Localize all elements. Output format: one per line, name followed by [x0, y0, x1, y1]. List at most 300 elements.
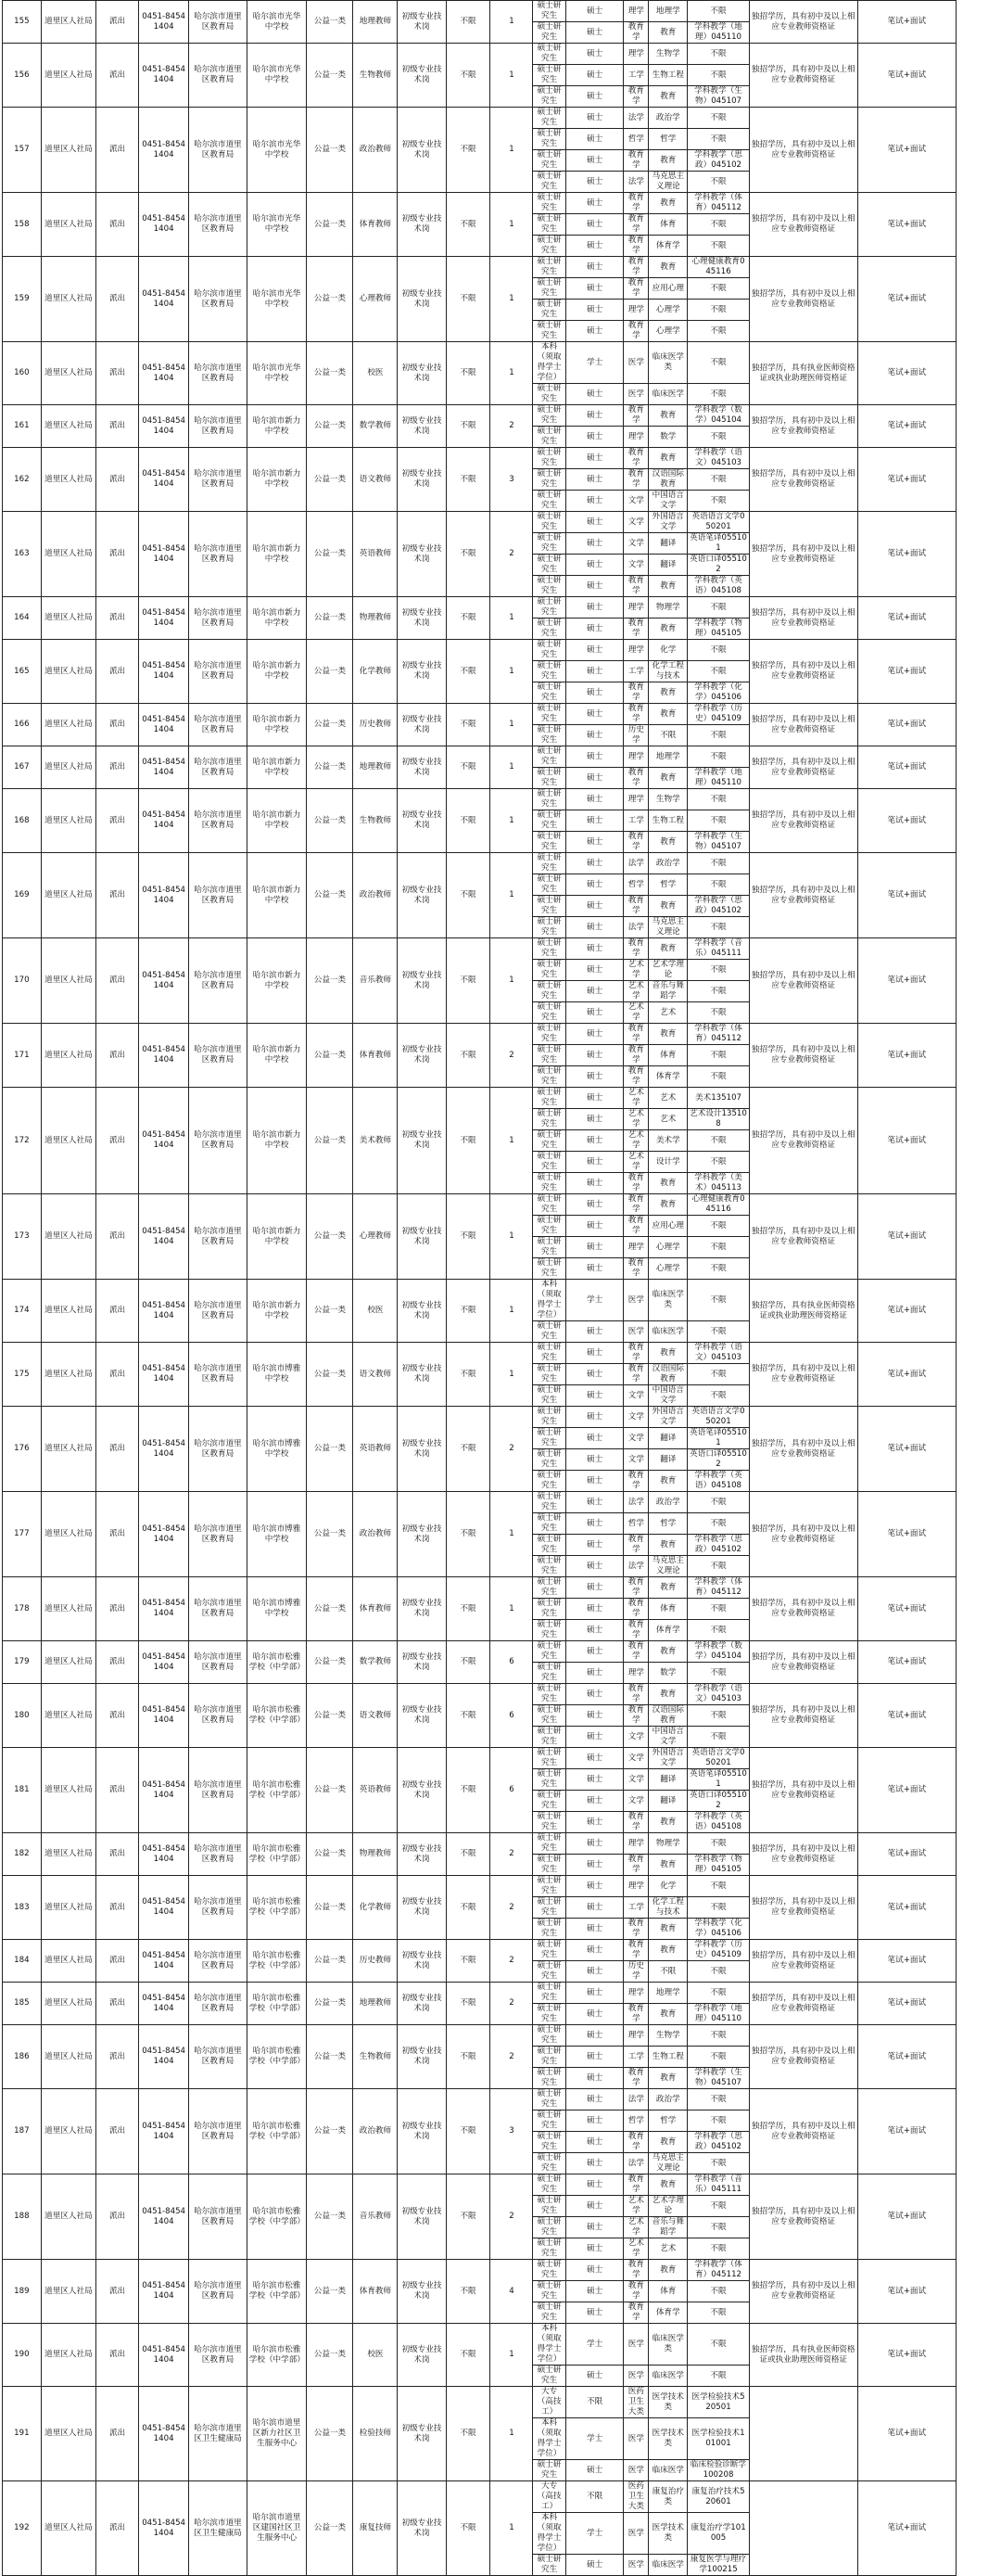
school-cell: 哈尔滨市新力中学校 [247, 405, 307, 448]
row-number: 170 [3, 938, 42, 1024]
major-class-cell: 临床医学类 [649, 1280, 688, 1321]
table-row [3, 789, 999, 810]
major-cell: 不限 [688, 2089, 750, 2111]
major-class-cell: 教育 [649, 193, 688, 214]
row-number: 185 [3, 1983, 42, 2025]
major-cell: 学科教学（音乐）045111 [688, 938, 750, 960]
exam-cell: 笔试+面试 [857, 1, 956, 44]
discipline-cell: 教育学 [624, 469, 649, 491]
discipline-cell: 教育学 [624, 1919, 649, 1940]
dept-cell: 哈尔滨市道里区卫生健康局 [189, 2387, 247, 2481]
discipline-cell: 教育学 [624, 938, 649, 960]
major-cell: 不限 [688, 640, 750, 661]
major-class-cell: 艺术 [649, 1088, 688, 1109]
dept-cell: 哈尔滨市道里区教育局 [189, 1876, 247, 1940]
post-cell: 心理教师 [353, 1194, 398, 1280]
degree-cell: 硕士 [565, 512, 624, 533]
major-class-cell: 教育 [649, 1919, 688, 1940]
major-cell: 不限 [688, 278, 750, 300]
requirement-cell: 独招学历，具有初中及以上相应专业教师资格证 [749, 257, 857, 342]
count-cell: 1 [490, 704, 533, 746]
quota-cell: 不限 [446, 2481, 490, 2576]
degree-cell: 硕士 [565, 2302, 624, 2324]
exam-cell: 笔试+面试 [857, 1088, 956, 1194]
table-row [3, 2260, 999, 2281]
major-cell: 不限 [688, 427, 750, 448]
degree-cell: 硕士 [565, 1833, 624, 1855]
discipline-cell: 教育学 [624, 1364, 649, 1385]
discipline-cell: 法学 [624, 172, 649, 193]
quota-cell: 不限 [446, 2025, 490, 2089]
exam-cell: 笔试+面试 [857, 938, 956, 1024]
school-cell: 哈尔滨市博雅中学校 [247, 1343, 307, 1407]
major-cell: 学科教学（体育）045112 [688, 2260, 750, 2281]
discipline-cell: 艺术学 [624, 2217, 649, 2238]
education-cell: 硕士研究生 [533, 1684, 565, 1705]
table-row [3, 2025, 999, 2047]
degree-cell: 硕士 [565, 2089, 624, 2111]
unit-cell: 道里区人社局 [41, 1876, 95, 1940]
type-cell: 派出 [96, 746, 139, 789]
degree-cell: 硕士 [565, 2281, 624, 2302]
count-cell: 2 [490, 2025, 533, 2089]
post-cell: 数学教师 [353, 405, 398, 448]
requirement-cell: 独招学历，具有初中及以上相应专业教师资格证 [749, 597, 857, 640]
post-type-cell: 初级专业技术岗 [398, 2025, 446, 2089]
requirement-cell: 独招学历，具有初中及以上相应专业教师资格证 [749, 1, 857, 44]
education-cell: 硕士研究生 [533, 512, 565, 533]
discipline-cell: 教育学 [624, 832, 649, 853]
major-cell: 不限 [688, 1961, 750, 1983]
job-table [2, 0, 999, 2576]
dept-cell: 哈尔滨市道里区教育局 [189, 2174, 247, 2260]
phone-cell: 0451-84541404 [139, 2324, 189, 2387]
major-cell: 不限 [688, 1727, 750, 1748]
degree-cell: 硕士 [565, 1577, 624, 1599]
row-number: 172 [3, 1088, 42, 1194]
major-class-cell: 教育 [649, 1173, 688, 1194]
post-cell: 语文教师 [353, 1684, 398, 1748]
education-cell: 硕士研究生 [533, 1535, 565, 1556]
degree-cell: 硕士 [565, 640, 624, 661]
degree-cell: 硕士 [565, 1897, 624, 1919]
education-cell: 硕士研究生 [533, 1, 565, 22]
major-cell: 学科教学（思政）045102 [688, 150, 750, 172]
major-class-cell: 外国语言文学 [649, 1407, 688, 1428]
discipline-cell: 文学 [624, 555, 649, 576]
requirement-cell: 独招学历，具有初中及以上相应专业教师资格证 [749, 2089, 857, 2174]
major-class-cell: 马克思主义理论 [649, 1556, 688, 1577]
discipline-cell: 教育学 [624, 1577, 649, 1599]
major-class-cell: 中国语言文学 [649, 491, 688, 512]
major-class-cell: 临床医学类 [649, 2324, 688, 2366]
count-cell: 1 [490, 2481, 533, 2576]
count-cell: 1 [490, 1492, 533, 1577]
post-cell: 历史教师 [353, 704, 398, 746]
education-cell: 硕士研究生 [533, 448, 565, 469]
row-number: 184 [3, 1940, 42, 1983]
requirement-cell: 独招学历，具有执业医师资格证或执业助理医师资格证 [749, 2324, 857, 2387]
school-cell: 哈尔滨市光华中学校 [247, 44, 307, 108]
major-class-cell: 生物学 [649, 2025, 688, 2047]
major-cell: 英语口译055102 [688, 1791, 750, 1812]
school-cell: 哈尔滨市新力中学校 [247, 1024, 307, 1088]
major-cell: 不限 [688, 960, 750, 981]
exam-cell: 笔试+面试 [857, 1577, 956, 1641]
category-cell: 公益一类 [307, 597, 353, 640]
major-class-cell: 体育学 [649, 236, 688, 257]
school-cell: 哈尔滨市博雅中学校 [247, 1407, 307, 1492]
major-class-cell: 生物工程 [649, 2047, 688, 2068]
unit-cell: 道里区人社局 [41, 2089, 95, 2174]
row-number: 179 [3, 1641, 42, 1684]
exam-cell: 笔试+面试 [857, 2174, 956, 2260]
discipline-cell: 理学 [624, 1876, 649, 1897]
degree-cell: 硕士 [565, 214, 624, 236]
dept-cell: 哈尔滨市道里区教育局 [189, 1940, 247, 1983]
degree-cell: 硕士 [565, 1194, 624, 1216]
education-cell: 硕士研究生 [533, 1599, 565, 1620]
exam-cell: 笔试+面试 [857, 2387, 956, 2481]
post-cell: 地理教师 [353, 1, 398, 44]
post-cell: 物理教师 [353, 1833, 398, 1876]
requirement-cell: 独招学历，具有初中及以上相应专业教师资格证 [749, 1940, 857, 1983]
major-cell: 学科教学（数学）045104 [688, 405, 750, 427]
discipline-cell: 教育学 [624, 2068, 649, 2089]
major-cell: 不限 [688, 661, 750, 682]
major-class-cell: 教育 [649, 1940, 688, 1961]
exam-cell: 笔试+面试 [857, 746, 956, 789]
major-cell: 学科教学（地理）045110 [688, 22, 750, 44]
unit-cell: 道里区人社局 [41, 1833, 95, 1876]
degree-cell: 硕士 [565, 1088, 624, 1109]
degree-cell: 硕士 [565, 1876, 624, 1897]
unit-cell: 道里区人社局 [41, 448, 95, 512]
type-cell: 派出 [96, 44, 139, 108]
quota-cell: 不限 [446, 2260, 490, 2324]
degree-cell: 硕士 [565, 1152, 624, 1173]
major-class-cell: 马克思主义理论 [649, 2153, 688, 2174]
major-class-cell: 临床医学 [649, 2555, 688, 2576]
education-cell: 硕士研究生 [533, 1556, 565, 1577]
type-cell: 派出 [96, 2481, 139, 2576]
post-type-cell: 初级专业技术岗 [398, 1280, 446, 1343]
education-cell: 硕士研究生 [533, 2153, 565, 2174]
major-class-cell: 体育 [649, 1599, 688, 1620]
major-class-cell: 翻译 [649, 1769, 688, 1791]
dept-cell: 哈尔滨市道里区教育局 [189, 1684, 247, 1748]
school-cell: 哈尔滨市松雅学校（中学部） [247, 1833, 307, 1876]
post-cell: 体育教师 [353, 1577, 398, 1641]
phone-cell: 0451-84541404 [139, 2089, 189, 2174]
degree-cell: 硕士 [565, 491, 624, 512]
dept-cell: 哈尔滨市道里区教育局 [189, 1024, 247, 1088]
exam-cell: 笔试+面试 [857, 1748, 956, 1833]
row-number: 176 [3, 1407, 42, 1492]
unit-cell: 道里区人社局 [41, 2481, 95, 2576]
row-number: 167 [3, 746, 42, 789]
major-class-cell: 不限 [649, 1961, 688, 1983]
education-cell: 硕士研究生 [533, 1620, 565, 1641]
post-cell: 康复技师 [353, 2481, 398, 2576]
major-class-cell: 体育 [649, 2281, 688, 2302]
quota-cell: 不限 [446, 704, 490, 746]
unit-cell: 道里区人社局 [41, 193, 95, 257]
major-class-cell: 中国语言文学 [649, 1385, 688, 1407]
major-class-cell: 化学工程与技术 [649, 661, 688, 682]
post-cell: 音乐教师 [353, 2174, 398, 2260]
major-cell: 不限 [688, 1620, 750, 1641]
post-cell: 生物教师 [353, 789, 398, 853]
major-class-cell: 体育 [649, 1045, 688, 1066]
requirement-cell: 独招学历，具有初中及以上相应专业教师资格证 [749, 1833, 857, 1876]
major-cell: 不限 [688, 236, 750, 257]
table-row [3, 1024, 999, 1045]
count-cell: 2 [490, 1876, 533, 1940]
education-cell: 硕士研究生 [533, 193, 565, 214]
discipline-cell: 教育学 [624, 1216, 649, 1237]
discipline-cell: 医学 [624, 2324, 649, 2366]
exam-cell: 笔试+面试 [857, 789, 956, 853]
education-cell: 硕士研究生 [533, 2302, 565, 2324]
degree-cell: 硕士 [565, 1364, 624, 1385]
major-cell: 不限 [688, 1280, 750, 1321]
phone-cell: 0451-84541404 [139, 44, 189, 108]
post-type-cell: 初级专业技术岗 [398, 2481, 446, 2576]
school-cell: 哈尔滨市新力中学校 [247, 938, 307, 1024]
type-cell: 派出 [96, 2260, 139, 2324]
post-type-cell: 初级专业技术岗 [398, 1641, 446, 1684]
dept-cell: 哈尔滨市道里区教育局 [189, 938, 247, 1024]
category-cell: 公益一类 [307, 789, 353, 853]
discipline-cell: 教育学 [624, 2260, 649, 2281]
major-class-cell: 教育 [649, 1855, 688, 1876]
education-cell: 大专（高技工） [533, 2481, 565, 2513]
unit-cell: 道里区人社局 [41, 640, 95, 704]
discipline-cell: 医药卫生大类 [624, 2481, 649, 2513]
education-cell: 硕士研究生 [533, 1045, 565, 1066]
major-class-cell: 艺术学理论 [649, 960, 688, 981]
degree-cell: 硕士 [565, 1492, 624, 1513]
degree-cell: 硕士 [565, 236, 624, 257]
count-cell: 2 [490, 405, 533, 448]
row-number: 156 [3, 44, 42, 108]
table-row [3, 1940, 999, 1961]
row-number: 158 [3, 193, 42, 257]
degree-cell: 硕士 [565, 725, 624, 746]
discipline-cell: 教育学 [624, 1812, 649, 1833]
exam-cell: 笔试+面试 [857, 853, 956, 938]
phone-cell: 0451-84541404 [139, 1343, 189, 1407]
post-type-cell: 初级专业技术岗 [398, 44, 446, 108]
major-class-cell: 艺术 [649, 1109, 688, 1130]
row-number: 187 [3, 2089, 42, 2174]
post-cell: 数学教师 [353, 1641, 398, 1684]
discipline-cell: 法学 [624, 1492, 649, 1513]
degree-cell: 学士 [565, 1280, 624, 1321]
unit-cell: 道里区人社局 [41, 1641, 95, 1684]
exam-cell: 笔试+面试 [857, 1641, 956, 1684]
education-cell: 硕士研究生 [533, 1471, 565, 1492]
degree-cell: 硕士 [565, 1216, 624, 1237]
exam-cell: 笔试+面试 [857, 2025, 956, 2089]
discipline-cell: 教育学 [624, 193, 649, 214]
post-type-cell: 初级专业技术岗 [398, 405, 446, 448]
type-cell: 派出 [96, 1194, 139, 1280]
education-cell: 硕士研究生 [533, 129, 565, 150]
degree-cell: 硕士 [565, 2004, 624, 2025]
quota-cell: 不限 [446, 2324, 490, 2387]
post-type-cell: 初级专业技术岗 [398, 1577, 446, 1641]
table-row [3, 1280, 999, 1321]
education-cell: 硕士研究生 [533, 1258, 565, 1280]
type-cell: 派出 [96, 342, 139, 405]
major-cell: 不限 [688, 321, 750, 342]
exam-cell: 笔试+面试 [857, 704, 956, 746]
discipline-cell: 医学 [624, 1321, 649, 1343]
discipline-cell: 教育学 [624, 278, 649, 300]
major-class-cell: 生物学 [649, 789, 688, 810]
education-cell: 硕士研究生 [533, 1919, 565, 1940]
education-cell: 硕士研究生 [533, 555, 565, 576]
major-cell: 英语语言文学050201 [688, 1748, 750, 1769]
degree-cell: 硕士 [565, 874, 624, 896]
discipline-cell: 艺术学 [624, 2238, 649, 2260]
education-cell: 硕士研究生 [533, 1024, 565, 1045]
education-cell: 硕士研究生 [533, 108, 565, 129]
category-cell: 公益一类 [307, 1684, 353, 1748]
table-row [3, 1641, 999, 1663]
unit-cell: 道里区人社局 [41, 597, 95, 640]
discipline-cell: 教育学 [624, 682, 649, 704]
table-row [3, 1088, 999, 1109]
category-cell: 公益一类 [307, 1983, 353, 2025]
post-cell: 政治教师 [353, 853, 398, 938]
degree-cell: 硕士 [565, 576, 624, 597]
quota-cell: 不限 [446, 1088, 490, 1194]
major-cell: 不限 [688, 853, 750, 874]
category-cell: 公益一类 [307, 1577, 353, 1641]
degree-cell: 硕士 [565, 2555, 624, 2576]
row-number: 169 [3, 853, 42, 938]
category-cell: 公益一类 [307, 1343, 353, 1407]
phone-cell: 0451-84541404 [139, 2174, 189, 2260]
school-cell: 哈尔滨市新力中学校 [247, 1194, 307, 1280]
requirement-cell [749, 2387, 857, 2481]
discipline-cell: 教育学 [624, 1471, 649, 1492]
post-cell: 英语教师 [353, 1748, 398, 1833]
table-row [3, 1407, 999, 1428]
school-cell: 哈尔滨市博雅中学校 [247, 1577, 307, 1641]
degree-cell: 硕士 [565, 1983, 624, 2004]
school-cell: 哈尔滨市松雅学校（中学部） [247, 1684, 307, 1748]
education-cell: 硕士研究生 [533, 533, 565, 555]
category-cell: 公益一类 [307, 938, 353, 1024]
phone-cell: 0451-84541404 [139, 448, 189, 512]
major-cell: 不限 [688, 2025, 750, 2047]
discipline-cell: 医学 [624, 342, 649, 384]
requirement-cell: 独招学历，具有初中及以上相应专业教师资格证 [749, 1876, 857, 1940]
requirement-cell: 独招学历，具有初中及以上相应专业教师资格证 [749, 1088, 857, 1194]
category-cell: 公益一类 [307, 1748, 353, 1833]
major-cell: 不限 [688, 1385, 750, 1407]
table-row [3, 44, 999, 65]
post-type-cell: 初级专业技术岗 [398, 2089, 446, 2174]
major-class-cell: 临床医学 [649, 2366, 688, 2387]
count-cell: 1 [490, 1577, 533, 1641]
degree-cell: 学士 [565, 2418, 624, 2460]
count-cell: 2 [490, 2174, 533, 2260]
post-cell: 语文教师 [353, 1343, 398, 1407]
education-cell: 硕士研究生 [533, 938, 565, 960]
education-cell: 硕士研究生 [533, 1727, 565, 1748]
type-cell: 派出 [96, 512, 139, 597]
requirement-cell: 独招学历，具有初中及以上相应专业教师资格证 [749, 512, 857, 597]
type-cell: 派出 [96, 1940, 139, 1983]
major-class-cell: 教育 [649, 2260, 688, 2281]
requirement-cell: 独招学历，具有初中及以上相应专业教师资格证 [749, 2174, 857, 2260]
phone-cell: 0451-84541404 [139, 405, 189, 448]
major-class-cell: 化学 [649, 640, 688, 661]
unit-cell: 道里区人社局 [41, 1684, 95, 1748]
discipline-cell: 艺术学 [624, 1088, 649, 1109]
major-class-cell: 临床医学 [649, 2460, 688, 2481]
education-cell: 硕士研究生 [533, 2281, 565, 2302]
discipline-cell: 艺术学 [624, 1152, 649, 1173]
table-row [3, 405, 999, 427]
category-cell: 公益一类 [307, 704, 353, 746]
education-cell: 硕士研究生 [533, 1237, 565, 1258]
discipline-cell: 文学 [624, 491, 649, 512]
education-cell: 硕士研究生 [533, 1002, 565, 1024]
post-type-cell: 初级专业技术岗 [398, 1194, 446, 1280]
count-cell: 2 [490, 1024, 533, 1088]
quota-cell: 不限 [446, 597, 490, 640]
major-class-cell: 教育 [649, 896, 688, 917]
discipline-cell: 教育学 [624, 257, 649, 278]
major-cell: 学科教学（体育）045112 [688, 1024, 750, 1045]
major-class-cell: 心理学 [649, 1237, 688, 1258]
type-cell: 派出 [96, 789, 139, 853]
requirement-cell: 独招学历，具有初中及以上相应专业教师资格证 [749, 1577, 857, 1641]
count-cell: 1 [490, 2324, 533, 2387]
degree-cell: 硕士 [565, 44, 624, 65]
requirement-cell: 独招学历，具有初中及以上相应专业教师资格证 [749, 2260, 857, 2324]
major-cell: 学科教学（美术）045113 [688, 1173, 750, 1194]
post-type-cell: 初级专业技术岗 [398, 704, 446, 746]
table-row [3, 853, 999, 874]
school-cell: 哈尔滨市新力中学校 [247, 512, 307, 597]
major-class-cell: 教育 [649, 1471, 688, 1492]
degree-cell: 硕士 [565, 278, 624, 300]
major-cell: 不限 [688, 1002, 750, 1024]
discipline-cell: 哲学 [624, 129, 649, 150]
type-cell: 派出 [96, 1343, 139, 1407]
education-cell: 硕士研究生 [533, 725, 565, 746]
row-number: 192 [3, 2481, 42, 2576]
education-cell: 硕士研究生 [533, 640, 565, 661]
major-class-cell: 马克思主义理论 [649, 172, 688, 193]
unit-cell: 道里区人社局 [41, 2025, 95, 2089]
degree-cell: 硕士 [565, 746, 624, 768]
major-class-cell: 教育 [649, 832, 688, 853]
degree-cell: 硕士 [565, 1663, 624, 1684]
education-cell: 硕士研究生 [533, 2004, 565, 2025]
major-cell: 不限 [688, 1599, 750, 1620]
count-cell: 2 [490, 1940, 533, 1983]
major-cell: 学科教学（化学）045106 [688, 682, 750, 704]
major-class-cell: 政治学 [649, 1492, 688, 1513]
